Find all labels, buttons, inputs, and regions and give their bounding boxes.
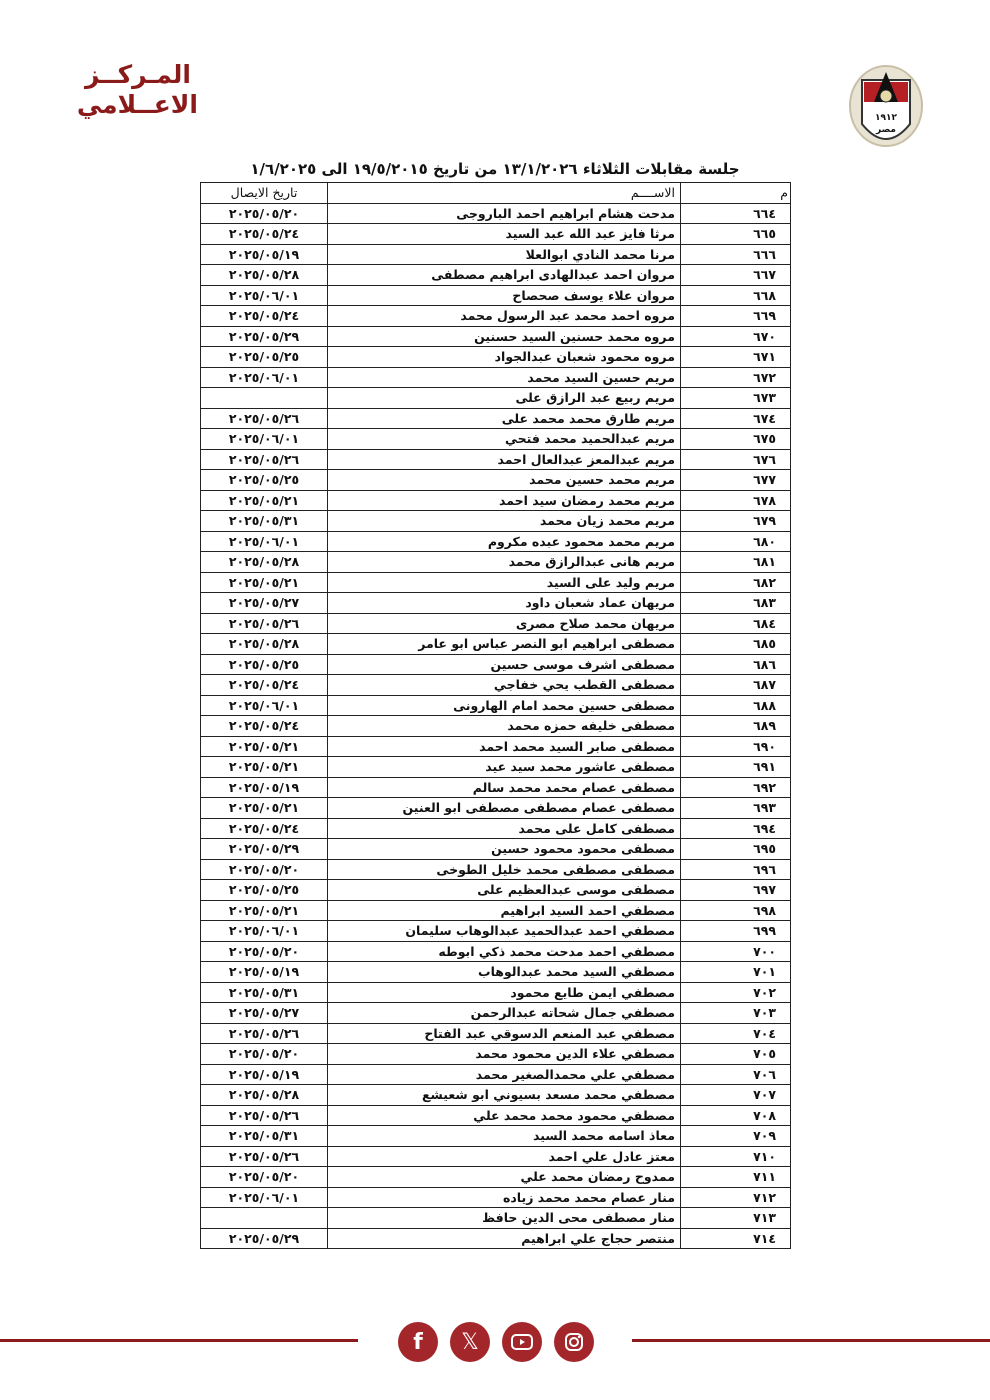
media-center-logo <box>78 60 198 120</box>
table-row <box>201 1208 791 1229</box>
table-row <box>201 675 791 696</box>
table-row <box>201 900 791 921</box>
table-row <box>201 531 791 552</box>
bar-association-emblem-icon <box>848 62 924 158</box>
row-number: ٦٦٨ <box>680 285 790 306</box>
row-number: ٦٩٢ <box>680 777 790 798</box>
table-row <box>201 839 791 860</box>
row-number: ٦٩٥ <box>680 839 790 860</box>
table-row <box>201 306 791 327</box>
row-number: ٧١٤ <box>680 1228 790 1249</box>
row-name: مصطفي احمد السيد ابراهيم <box>328 900 681 921</box>
row-name: مروان احمد عبدالهادى ابراهيم مصطفى <box>328 265 681 286</box>
row-receipt-date: ٢٠٢٥/٠٥/٢٠ <box>201 859 328 880</box>
table-row <box>201 1228 791 1249</box>
table-row <box>201 1044 791 1065</box>
table-row <box>201 613 791 634</box>
row-number: ٦٨٧ <box>680 675 790 696</box>
table-row <box>201 552 791 573</box>
row-receipt-date: ٢٠٢٥/٠٥/٢٧ <box>201 593 328 614</box>
svg-text:١٩١٢: ١٩١٢ <box>875 113 897 123</box>
row-name: مريم عبدالحميد محمد فتحي <box>328 429 681 450</box>
row-receipt-date: ٢٠٢٥/٠٥/٢٩ <box>201 1228 328 1249</box>
row-receipt-date: ٢٠٢٥/٠٦/٠١ <box>201 285 328 306</box>
row-receipt-date: ٢٠٢٥/٠٥/٣١ <box>201 1126 328 1147</box>
table-row <box>201 1003 791 1024</box>
header-name: الاســــم <box>328 183 681 204</box>
row-number: ٧١٢ <box>680 1187 790 1208</box>
row-name: مصطفى ابراهيم ابو النصر عباس ابو عامر <box>328 634 681 655</box>
row-receipt-date: ٢٠٢٥/٠٥/٢١ <box>201 572 328 593</box>
row-receipt-date: ٢٠٢٥/٠٦/٠١ <box>201 531 328 552</box>
row-name: مرثا فايز عبد الله عبد السيد <box>328 224 681 245</box>
table-row <box>201 818 791 839</box>
table-row <box>201 634 791 655</box>
row-receipt-date: ٢٠٢٥/٠٥/٢٤ <box>201 675 328 696</box>
facebook-icon[interactable]: f <box>398 1322 438 1362</box>
row-name: مصطفي محمد مسعد بسيوني ابو شعيشع <box>328 1085 681 1106</box>
row-receipt-date: ٢٠٢٥/٠٦/٠١ <box>201 367 328 388</box>
table-row <box>201 572 791 593</box>
row-number: ٦٧٢ <box>680 367 790 388</box>
row-name: مصطفى عصام مصطفى مصطفى ابو العنين <box>328 798 681 819</box>
row-receipt-date: ٢٠٢٥/٠٥/٢٨ <box>201 265 328 286</box>
row-number: ٦٨٣ <box>680 593 790 614</box>
row-number: ٧٠٩ <box>680 1126 790 1147</box>
row-number: ٦٧٧ <box>680 470 790 491</box>
table-row <box>201 511 791 532</box>
table-row <box>201 921 791 942</box>
row-number: ٦٦٦ <box>680 244 790 265</box>
row-name: مصطفى خليفه حمزه محمد <box>328 716 681 737</box>
row-receipt-date: ٢٠٢٥/٠٥/٢٦ <box>201 408 328 429</box>
row-name: مروان علاء يوسف صحصاح <box>328 285 681 306</box>
svg-text:مصر: مصر <box>875 125 897 135</box>
row-receipt-date: ٢٠٢٥/٠٥/٢٥ <box>201 347 328 368</box>
row-receipt-date: ٢٠٢٥/٠٥/٣١ <box>201 511 328 532</box>
row-name: مصطفي محمود محمد محمد علي <box>328 1105 681 1126</box>
row-name: مريم هانى عبدالرازق محمد <box>328 552 681 573</box>
row-name: مصطفي احمد عبدالحميد عبدالوهاب سليمان <box>328 921 681 942</box>
table-row <box>201 798 791 819</box>
row-number: ٦٨٥ <box>680 634 790 655</box>
row-receipt-date: ٢٠٢٥/٠٥/٢١ <box>201 757 328 778</box>
youtube-icon[interactable] <box>502 1322 542 1362</box>
footer-divider-right <box>632 1339 990 1342</box>
header-num: م <box>680 183 790 204</box>
row-name: مريم طارق محمد محمد على <box>328 408 681 429</box>
row-name: مصطفى حسين محمد امام الهارونى <box>328 695 681 716</box>
row-receipt-date: ٢٠٢٥/٠٥/٢١ <box>201 490 328 511</box>
row-name: مصطفى كامل على محمد <box>328 818 681 839</box>
row-number: ٦٨١ <box>680 552 790 573</box>
row-receipt-date: ٢٠٢٥/٠٥/٢٥ <box>201 880 328 901</box>
table-row <box>201 1146 791 1167</box>
row-name: مصطفى مصطفى محمد خليل الطوخى <box>328 859 681 880</box>
row-receipt-date <box>201 1208 328 1229</box>
row-number: ٦٦٤ <box>680 203 790 224</box>
row-name: مريم محمد محمود عبده مكروم <box>328 531 681 552</box>
table-row <box>201 1187 791 1208</box>
row-name: مريم عبدالمعز عبدالعال احمد <box>328 449 681 470</box>
table-row <box>201 593 791 614</box>
table-row <box>201 695 791 716</box>
row-receipt-date: ٢٠٢٥/٠٥/٢٩ <box>201 839 328 860</box>
row-name: مريم محمد رمضان سيد احمد <box>328 490 681 511</box>
row-name: مصطفي عبد المنعم الدسوقي عبد الفتاح <box>328 1023 681 1044</box>
table-row <box>201 1105 791 1126</box>
table-header-row <box>201 183 791 204</box>
row-receipt-date: ٢٠٢٥/٠٥/١٩ <box>201 777 328 798</box>
row-name: ممدوح رمضان محمد علي <box>328 1167 681 1188</box>
table-row <box>201 449 791 470</box>
row-name: مريم وليد على السيد <box>328 572 681 593</box>
table-row <box>201 1126 791 1147</box>
row-receipt-date: ٢٠٢٥/٠٥/٢٠ <box>201 941 328 962</box>
row-name: مروه محمد حسنين السيد حسنين <box>328 326 681 347</box>
table-row <box>201 224 791 245</box>
row-name: مصطفى محمود محمود حسين <box>328 839 681 860</box>
row-receipt-date: ٢٠٢٥/٠٥/٢٨ <box>201 634 328 655</box>
table-row <box>201 1167 791 1188</box>
row-number: ٦٩٦ <box>680 859 790 880</box>
row-receipt-date: ٢٠٢٥/٠٥/٢٨ <box>201 1085 328 1106</box>
row-number: ٧٠٣ <box>680 1003 790 1024</box>
row-name: مروه محمود شعبان عبدالجواد <box>328 347 681 368</box>
row-receipt-date: ٢٠٢٥/٠٥/٢٦ <box>201 449 328 470</box>
row-number: ٦٨٢ <box>680 572 790 593</box>
row-name: مدحت هشام ابراهيم احمد الباروجى <box>328 203 681 224</box>
row-name: معاذ اسامه محمد السيد <box>328 1126 681 1147</box>
row-name: مصطفى صابر السيد محمد احمد <box>328 736 681 757</box>
row-name: مصطفى موسى عبدالعظيم على <box>328 880 681 901</box>
row-receipt-date: ٢٠٢٥/٠٦/٠١ <box>201 1187 328 1208</box>
document-title: جلسة مقابلات الثلاثاء ١٣/١/٢٠٢٦ من تاريخ ١٩/٥/٢٠١٥ الى ١/٦/٢٠٢٥ <box>250 160 740 178</box>
row-number: ٧٠٧ <box>680 1085 790 1106</box>
row-receipt-date: ٢٠٢٥/٠٥/٢١ <box>201 736 328 757</box>
row-number: ٧١١ <box>680 1167 790 1188</box>
row-number: ٧٠٤ <box>680 1023 790 1044</box>
row-receipt-date <box>201 388 328 409</box>
row-number: ٦٧٣ <box>680 388 790 409</box>
row-receipt-date: ٢٠٢٥/٠٥/٢١ <box>201 900 328 921</box>
row-number: ٧١٠ <box>680 1146 790 1167</box>
row-number: ٦٨٠ <box>680 531 790 552</box>
row-name: مرنا محمد النادي ابوالعلا <box>328 244 681 265</box>
x-icon[interactable]: 𝕏 <box>450 1322 490 1362</box>
row-receipt-date: ٢٠٢٥/٠٥/٢٠ <box>201 1044 328 1065</box>
table-row <box>201 388 791 409</box>
row-number: ٦٩٩ <box>680 921 790 942</box>
table-row <box>201 736 791 757</box>
row-number: ٦٧١ <box>680 347 790 368</box>
row-receipt-date: ٢٠٢٥/٠٥/٢٥ <box>201 654 328 675</box>
social-links <box>398 1322 594 1362</box>
row-receipt-date: ٢٠٢٥/٠٥/٢٩ <box>201 326 328 347</box>
row-receipt-date: ٢٠٢٥/٠٦/٠١ <box>201 429 328 450</box>
row-name: منتصر حجاج علي ابراهيم <box>328 1228 681 1249</box>
row-number: ٧٠٦ <box>680 1064 790 1085</box>
row-name: مصطفي ايمن طايع محمود <box>328 982 681 1003</box>
row-number: ٦٨٩ <box>680 716 790 737</box>
row-number: ٦٧٦ <box>680 449 790 470</box>
row-number: ٦٦٩ <box>680 306 790 327</box>
row-receipt-date: ٢٠٢٥/٠٥/٢٦ <box>201 1105 328 1126</box>
row-name: مريهان عماد شعبان داود <box>328 593 681 614</box>
row-name: مصطفى اشرف موسى حسين <box>328 654 681 675</box>
row-receipt-date: ٢٠٢٥/٠٦/٠١ <box>201 921 328 942</box>
row-name: مصطفي السيد محمد عبدالوهاب <box>328 962 681 983</box>
table-row <box>201 941 791 962</box>
row-receipt-date: ٢٠٢٥/٠٥/٢٥ <box>201 470 328 491</box>
row-number: ٦٩٠ <box>680 736 790 757</box>
row-receipt-date: ٢٠٢٥/٠٥/٢٦ <box>201 1146 328 1167</box>
row-receipt-date: ٢٠٢٥/٠٥/٢٤ <box>201 224 328 245</box>
table-row <box>201 285 791 306</box>
interview-table <box>200 182 791 1249</box>
table-row <box>201 716 791 737</box>
table-row <box>201 470 791 491</box>
row-receipt-date: ٢٠٢٥/٠٥/٣١ <box>201 982 328 1003</box>
table-row <box>201 1023 791 1044</box>
row-name: مصطفى عصام محمد محمد سالم <box>328 777 681 798</box>
table-row <box>201 962 791 983</box>
table-row <box>201 203 791 224</box>
row-number: ٦٩٧ <box>680 880 790 901</box>
row-number: ٦٧٩ <box>680 511 790 532</box>
row-receipt-date: ٢٠٢٥/٠٥/٢٦ <box>201 613 328 634</box>
row-name: مصطفي علي محمدالصغير محمد <box>328 1064 681 1085</box>
table-row <box>201 1064 791 1085</box>
row-name: مريم حسين السيد محمد <box>328 367 681 388</box>
table-row <box>201 757 791 778</box>
row-name: مصطفى عاشور محمد سيد عيد <box>328 757 681 778</box>
row-receipt-date: ٢٠٢٥/٠٥/٢٠ <box>201 1167 328 1188</box>
row-number: ٧١٣ <box>680 1208 790 1229</box>
row-receipt-date: ٢٠٢٥/٠٥/٢٤ <box>201 818 328 839</box>
row-number: ٧٠٢ <box>680 982 790 1003</box>
brand-line-1: المـركــز <box>85 60 191 89</box>
instagram-icon[interactable] <box>554 1322 594 1362</box>
row-number: ٦٨٨ <box>680 695 790 716</box>
row-name: مصطفي احمد مدحت محمد ذكي ابوطه <box>328 941 681 962</box>
header-date: تاريخ الايصال <box>201 183 328 204</box>
row-name: معتز عادل علي احمد <box>328 1146 681 1167</box>
row-receipt-date: ٢٠٢٥/٠٥/١٩ <box>201 1064 328 1085</box>
table-row <box>201 490 791 511</box>
row-name: مريهان محمد صلاح مصرى <box>328 613 681 634</box>
row-number: ٦٩١ <box>680 757 790 778</box>
table-row <box>201 859 791 880</box>
table-row <box>201 244 791 265</box>
footer-divider-left <box>0 1339 358 1342</box>
row-receipt-date: ٢٠٢٥/٠٦/٠١ <box>201 695 328 716</box>
row-number: ٦٧٤ <box>680 408 790 429</box>
row-name: مصطفي علاء الدين محمود محمد <box>328 1044 681 1065</box>
row-name: منار مصطفى محى الدين حافظ <box>328 1208 681 1229</box>
row-receipt-date: ٢٠٢٥/٠٥/٢٤ <box>201 306 328 327</box>
row-receipt-date: ٢٠٢٥/٠٥/٢٧ <box>201 1003 328 1024</box>
table-row <box>201 367 791 388</box>
row-receipt-date: ٢٠٢٥/٠٥/٢٠ <box>201 203 328 224</box>
row-number: ٧٠٠ <box>680 941 790 962</box>
row-name: مصطفي جمال شحاته عبدالرحمن <box>328 1003 681 1024</box>
row-number: ٧٠١ <box>680 962 790 983</box>
row-number: ٧٠٥ <box>680 1044 790 1065</box>
row-name: منار عصام محمد محمد زياده <box>328 1187 681 1208</box>
row-receipt-date: ٢٠٢٥/٠٥/٢٦ <box>201 1023 328 1044</box>
table-row <box>201 408 791 429</box>
brand-line-2: الاعــلامي <box>76 90 198 119</box>
table-row <box>201 347 791 368</box>
row-receipt-date: ٢٠٢٥/٠٥/٢٤ <box>201 716 328 737</box>
table-row <box>201 326 791 347</box>
row-receipt-date: ٢٠٢٥/٠٥/٢٨ <box>201 552 328 573</box>
row-number: ٦٨٤ <box>680 613 790 634</box>
row-name: مريم محمد حسين محمد <box>328 470 681 491</box>
table-row <box>201 777 791 798</box>
row-receipt-date: ٢٠٢٥/٠٥/٢١ <box>201 798 328 819</box>
table-row <box>201 880 791 901</box>
table-row <box>201 265 791 286</box>
row-number: ٦٧٨ <box>680 490 790 511</box>
row-number: ٦٩٨ <box>680 900 790 921</box>
table-body <box>201 203 791 1249</box>
row-number: ٦٦٧ <box>680 265 790 286</box>
row-number: ٧٠٨ <box>680 1105 790 1126</box>
table-row <box>201 429 791 450</box>
row-number: ٦٩٤ <box>680 818 790 839</box>
row-receipt-date: ٢٠٢٥/٠٥/١٩ <box>201 962 328 983</box>
row-name: مريم ربيع عبد الرازق على <box>328 388 681 409</box>
row-number: ٦٦٥ <box>680 224 790 245</box>
row-name: مروه احمد محمد عبد الرسول محمد <box>328 306 681 327</box>
row-number: ٦٨٦ <box>680 654 790 675</box>
row-name: مصطفى القطب يحي خفاجي <box>328 675 681 696</box>
table-row <box>201 982 791 1003</box>
row-name: مريم محمد زيان محمد <box>328 511 681 532</box>
table-row <box>201 654 791 675</box>
row-number: ٦٧٥ <box>680 429 790 450</box>
row-number: ٦٧٠ <box>680 326 790 347</box>
table-row <box>201 1085 791 1106</box>
row-number: ٦٩٣ <box>680 798 790 819</box>
row-receipt-date: ٢٠٢٥/٠٥/١٩ <box>201 244 328 265</box>
